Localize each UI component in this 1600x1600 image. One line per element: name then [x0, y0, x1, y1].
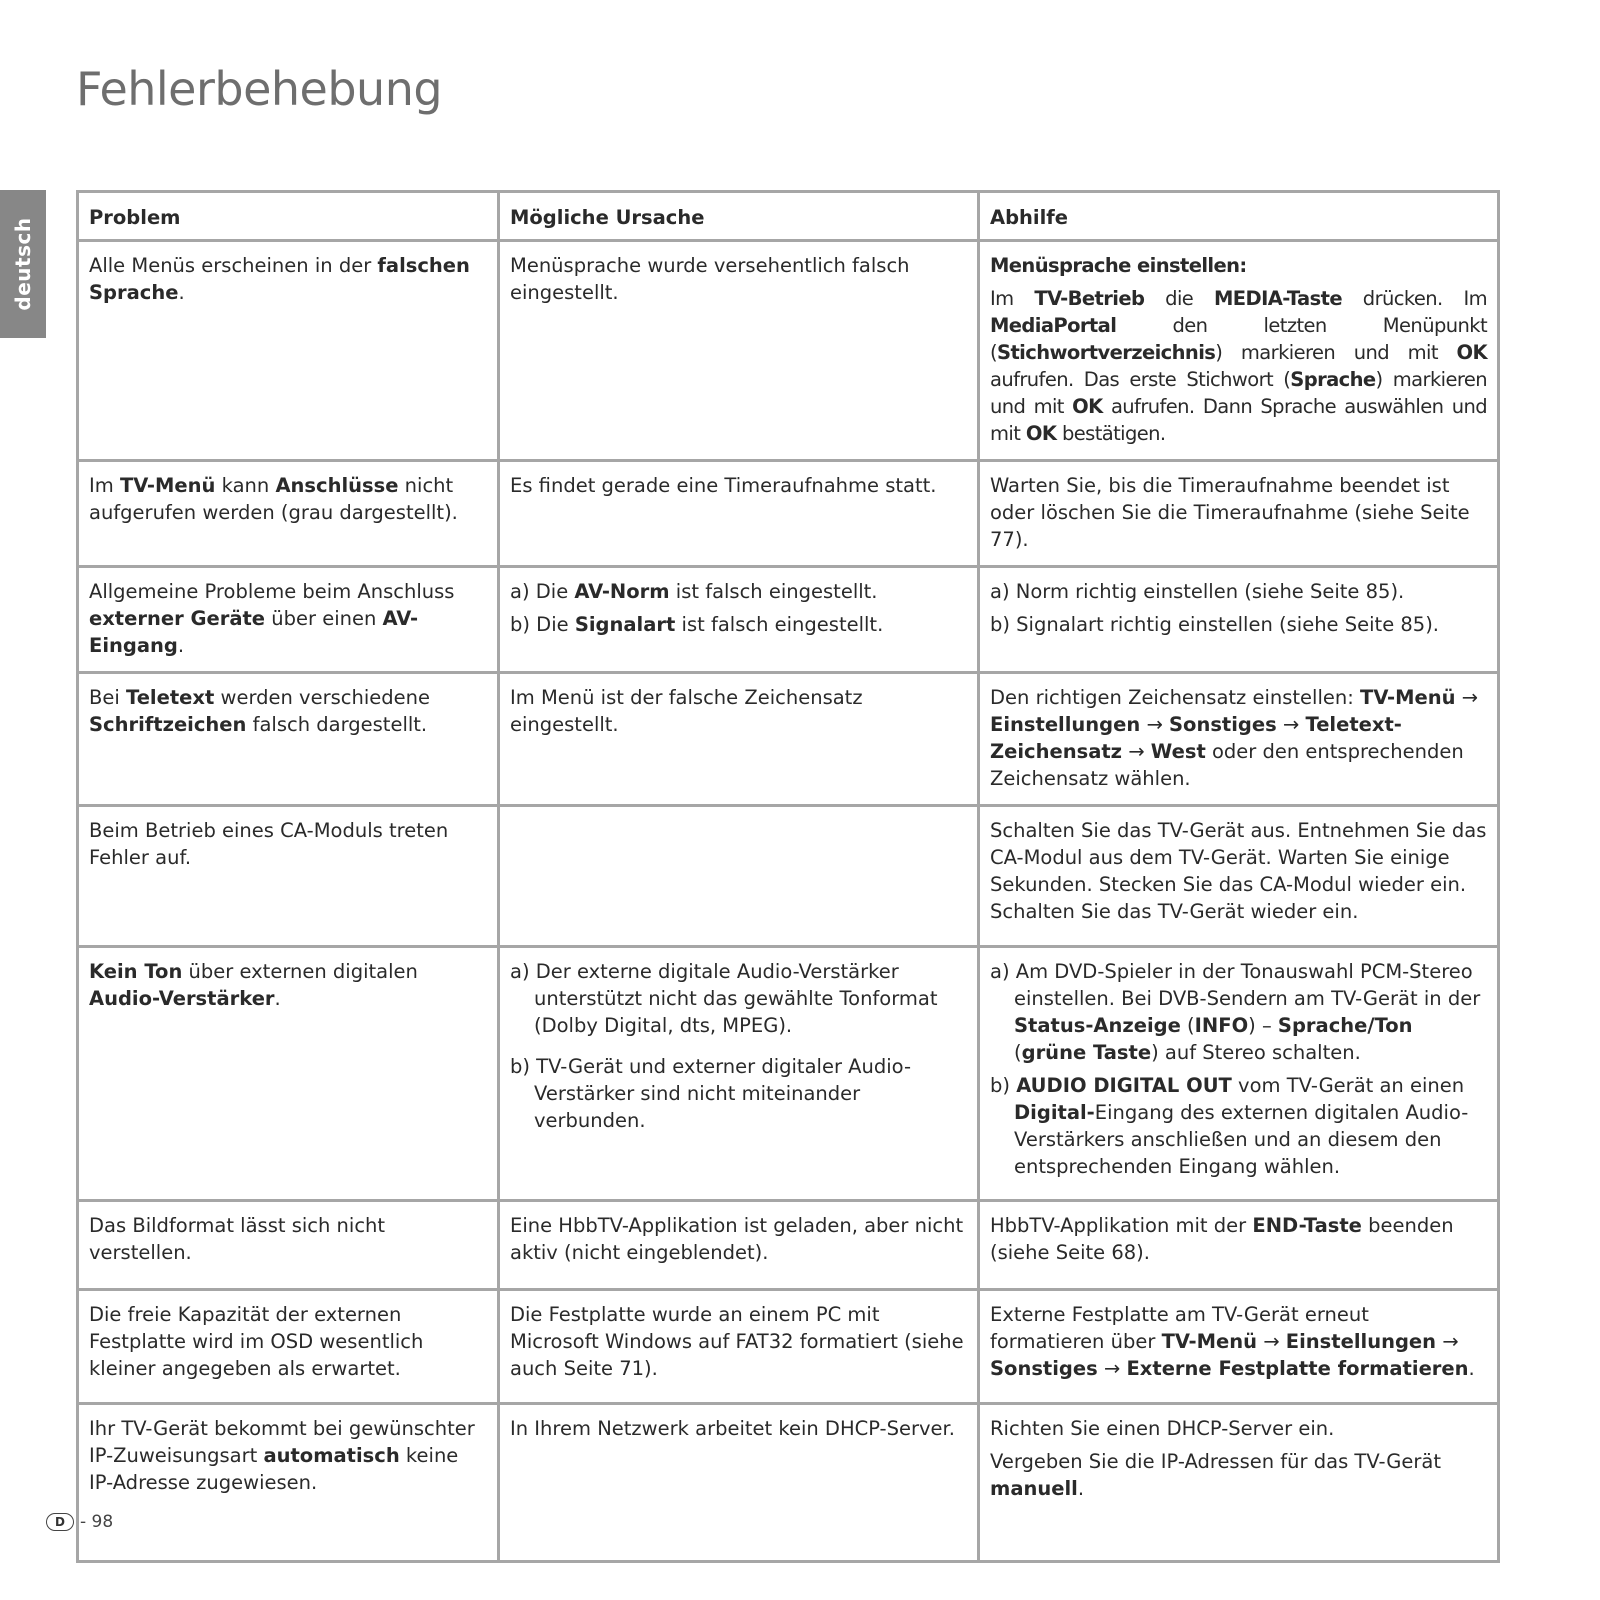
bold-text: Sonstiges: [1169, 713, 1277, 736]
text: →: [1455, 686, 1479, 709]
bold-text: MediaPortal: [990, 314, 1117, 337]
text: vom TV-Gerät an einen: [1231, 1074, 1465, 1097]
fix-paragraph: [990, 684, 1487, 792]
cause-paragraph: [510, 252, 967, 306]
bold-text: END-Taste: [1252, 1214, 1362, 1237]
bold-text: externer Geräte: [89, 607, 266, 630]
page-number: - 98: [80, 1512, 114, 1532]
country-badge: D: [46, 1513, 74, 1531]
bold-text: automatisch: [263, 1444, 400, 1467]
text: Bei: [89, 686, 126, 709]
problem-paragraph: [89, 684, 487, 738]
text: Den richtigen Zeichensatz einstellen:: [990, 686, 1361, 709]
cell-fix: [979, 947, 1499, 1201]
text: .: [177, 634, 185, 657]
bold-text: AUDIO DIGITAL OUT: [1016, 1074, 1232, 1097]
text: b) Signalart richtig einstellen (siehe Seite 85).: [990, 613, 1440, 636]
text: aufrufen. Dann Sprache auswählen und mit: [990, 395, 1487, 445]
bold-text: Sonstiges: [990, 1357, 1098, 1380]
text: die: [1144, 287, 1214, 310]
cell-fix: [979, 1290, 1499, 1404]
table-row: [78, 673, 1499, 806]
cell-problem: [78, 806, 499, 947]
bold-text: OK: [1072, 395, 1103, 418]
fix-paragraph: [990, 252, 1487, 279]
cell-problem: [78, 1404, 499, 1562]
bold-text: Teletext-Zeichensatz: [990, 713, 1402, 763]
text: Ihr TV-Gerät bekommt bei gewünschter IP-Zuweisungsart: [89, 1417, 475, 1467]
bold-text: Einstellungen: [990, 713, 1141, 736]
fix-paragraph: [990, 1072, 1487, 1180]
cause-paragraph: [510, 1415, 967, 1442]
text: Vergeben Sie die IP-Adressen für das TV-Gerät: [990, 1450, 1442, 1473]
text: Schalten Sie das TV-Gerät aus. Entnehmen Sie das CA-Modul aus dem TV-Gerät. Warten Sie einige Sekunden. Stecken Sie das CA-Modul wieder ein. Schalten Sie das TV-Gerät wieder ein.: [990, 819, 1487, 923]
problem-paragraph: [89, 578, 487, 659]
bold-text: Kein Ton: [89, 960, 183, 983]
text: Eine HbbTV-Applikation ist geladen, aber nicht aktiv (nicht eingeblendet).: [510, 1214, 964, 1264]
text: →: [1140, 713, 1169, 736]
cause-paragraph: [510, 684, 967, 738]
text: .: [178, 281, 185, 304]
text: .: [274, 987, 281, 1010]
cause-paragraph: [510, 578, 967, 605]
cell-cause: [499, 1201, 979, 1290]
bold-text: INFO: [1194, 1014, 1249, 1037]
cause-paragraph: [510, 958, 967, 1039]
problem-paragraph: [89, 1415, 487, 1496]
text: über einen: [265, 607, 383, 630]
text: keine IP-Adresse zugewiesen.: [89, 1444, 459, 1494]
bold-text: Audio-Verstärker: [89, 987, 275, 1010]
text: Warten Sie, bis die Timeraufnahme beendet ist oder löschen Sie die Timeraufnahme (siehe Seite 77).: [990, 474, 1470, 551]
cell-cause: [499, 1290, 979, 1404]
page-footer: [46, 1512, 113, 1532]
text: werden verschiedene: [214, 686, 430, 709]
text: falsch dargestellt.: [246, 713, 428, 736]
bold-text: AV-Norm: [574, 580, 670, 603]
table-row: [78, 1201, 1499, 1290]
cell-problem: [78, 673, 499, 806]
problem-paragraph: [89, 252, 487, 306]
bold-text: Digital-: [1014, 1101, 1095, 1124]
text: Beim Betrieb eines CA-Moduls treten Fehler auf.: [89, 819, 449, 869]
text: ist falsch eingestellt.: [675, 613, 884, 636]
cause-paragraph: [510, 611, 967, 638]
text: b): [990, 1074, 1017, 1097]
troubleshooting-table: [76, 190, 1500, 1563]
header-problem: Problem: [78, 192, 499, 241]
table-row: [78, 947, 1499, 1201]
text: ) auf Stereo schalten.: [1151, 1041, 1361, 1064]
bold-text: Einstellungen: [1285, 1330, 1437, 1353]
text: →: [1276, 713, 1306, 736]
fix-paragraph: [990, 578, 1487, 605]
cell-cause: [499, 567, 979, 673]
page-title: Fehlerbehebung: [76, 62, 443, 116]
text: a) Der externe digitale Audio-Verstärker unterstützt nicht das gewählte Tonformat (Dolby Digital, dts, MPEG).: [510, 960, 938, 1037]
problem-paragraph: [89, 472, 487, 526]
problem-paragraph: [89, 1212, 487, 1266]
text: ) markieren und mit: [990, 368, 1487, 418]
cell-cause: [499, 241, 979, 461]
text: a) Die: [510, 580, 575, 603]
fix-paragraph: [990, 1415, 1487, 1442]
text: HbbTV-Applikation mit der: [990, 1214, 1253, 1237]
cell-fix: [979, 1201, 1499, 1290]
table-body: [78, 241, 1499, 1562]
cell-fix: [979, 673, 1499, 806]
text: über externen digitalen: [182, 960, 418, 983]
bold-text: Schriftzeichen: [89, 713, 247, 736]
text: nicht aufgerufen werden (grau dargestellt).: [89, 474, 458, 524]
text: ) markieren und mit: [1215, 341, 1457, 364]
text: b) TV-Gerät und externer digitaler Audio-Verstärker sind nicht miteinander verbunden.: [510, 1055, 911, 1132]
language-tab: [0, 190, 46, 338]
table-row: [78, 567, 1499, 673]
bold-text: TV-Betrieb: [1034, 287, 1145, 310]
text: Es findet gerade eine Timeraufnahme statt.: [510, 474, 937, 497]
bold-text: manuell: [990, 1477, 1078, 1500]
table-row: [78, 806, 1499, 947]
cell-problem: [78, 1290, 499, 1404]
cell-cause: [499, 947, 979, 1201]
bold-text: Sprache: [1290, 368, 1376, 391]
fix-paragraph: [990, 472, 1487, 553]
table-row: [78, 461, 1499, 567]
cell-problem: [78, 1201, 499, 1290]
bold-text: TV-Menü: [1161, 1330, 1258, 1353]
text: kann: [215, 474, 276, 497]
text: →: [1097, 1357, 1127, 1380]
text: drücken. Im: [1341, 287, 1487, 310]
text: den letzten Menüpunkt (: [990, 314, 1487, 364]
text: bestätigen.: [1056, 422, 1166, 445]
fix-paragraph: [990, 285, 1487, 447]
bold-text: Menüsprache einstellen:: [990, 254, 1247, 277]
text: ) –: [1248, 1014, 1278, 1037]
text: Im: [89, 474, 120, 497]
cell-fix: [979, 241, 1499, 461]
text: Menüsprache wurde versehentlich falsch eingestellt.: [510, 254, 910, 304]
cell-fix: [979, 461, 1499, 567]
text: Die Festplatte wurde an einem PC mit Microsoft Windows auf FAT32 formatiert (siehe auch Seite 71).: [510, 1303, 964, 1380]
text: a) Am DVD-Spieler in der Tonauswahl PCM-Stereo einstellen. Bei DVB-Sendern am TV-Gerät in der: [990, 960, 1481, 1010]
fix-paragraph: [990, 1448, 1487, 1502]
cell-problem: [78, 947, 499, 1201]
text: b) Die: [510, 613, 575, 636]
cause-paragraph: [510, 1053, 967, 1134]
fix-paragraph: [990, 1301, 1487, 1382]
text: Das Bildformat lässt sich nicht verstellen.: [89, 1214, 386, 1264]
problem-paragraph: [89, 1301, 487, 1382]
problem-paragraph: [89, 817, 487, 871]
text: Im: [990, 287, 1035, 310]
text: Eingang des externen digitalen Audio-Verstärkers anschließen und an diesem den entsprechenden Eingang wählen.: [1014, 1101, 1469, 1178]
table-row: [78, 241, 1499, 461]
cell-fix: [979, 806, 1499, 947]
text: Richten Sie einen DHCP-Server ein.: [990, 1417, 1335, 1440]
text: .: [1077, 1477, 1085, 1500]
text: Im Menü ist der falsche Zeichensatz eingestellt.: [510, 686, 863, 736]
text: aufrufen. Das erste Stichwort (: [990, 368, 1291, 391]
header-cause: Mögliche Ursache: [499, 192, 979, 241]
bold-text: Status-Anzeige: [1014, 1014, 1181, 1037]
header-fix: Abhilfe: [979, 192, 1499, 241]
text: →: [1436, 1330, 1459, 1353]
text: beenden (siehe Seite 68).: [990, 1214, 1454, 1264]
text: ist falsch eingestellt.: [669, 580, 878, 603]
table-header-row: [78, 192, 1499, 241]
bold-text: Teletext: [126, 686, 215, 709]
bold-text: falschen Sprache: [89, 254, 470, 304]
problem-paragraph: [89, 958, 487, 1012]
text: a) Norm richtig einstellen (siehe Seite 85).: [990, 580, 1405, 603]
bold-text: Sprache/Ton: [1277, 1014, 1413, 1037]
text: In Ihrem Netzwerk arbeitet kein DHCP-Server.: [510, 1417, 955, 1440]
language-tab-label: deutsch: [11, 217, 35, 311]
bold-text: Externe Festplatte formatieren: [1126, 1357, 1469, 1380]
cell-fix: [979, 567, 1499, 673]
text: Alle Menüs erscheinen in der: [89, 254, 378, 277]
cell-cause: [499, 673, 979, 806]
text: →: [1122, 740, 1151, 763]
bold-text: OK: [1025, 422, 1057, 445]
bold-text: TV-Menü: [1360, 686, 1456, 709]
bold-text: grüne Taste: [1021, 1041, 1152, 1064]
bold-text: Stichwortverzeichnis: [997, 341, 1216, 364]
fix-paragraph: [990, 958, 1487, 1066]
text: Die freie Kapazität der externen Festplatte wird im OSD wesentlich kleiner angegeben als erwartet.: [89, 1303, 424, 1380]
bold-text: AV-Eingang: [89, 607, 419, 657]
fix-paragraph: [990, 611, 1487, 638]
text: oder den entsprechenden Zeichensatz wählen.: [990, 740, 1464, 790]
text: Externe Festplatte am TV-Gerät erneut formatieren über: [990, 1303, 1369, 1353]
cell-cause: [499, 806, 979, 947]
cell-problem: [78, 461, 499, 567]
text: →: [1257, 1330, 1286, 1353]
text: Allgemeine Probleme beim Anschluss: [89, 580, 455, 603]
bold-text: OK: [1456, 341, 1487, 364]
fix-paragraph: [990, 817, 1487, 925]
table-row: [78, 1290, 1499, 1404]
bold-text: West: [1150, 740, 1206, 763]
cell-cause: [499, 1404, 979, 1562]
cell-cause: [499, 461, 979, 567]
bold-text: TV-Menü: [119, 474, 216, 497]
table-row: [78, 1404, 1499, 1562]
cell-fix: [979, 1404, 1499, 1562]
text: (: [1014, 1041, 1022, 1064]
text: (: [1180, 1014, 1195, 1037]
bold-text: Anschlüsse: [275, 474, 399, 497]
bold-text: Signalart: [574, 613, 676, 636]
cause-paragraph: [510, 1212, 967, 1266]
cell-problem: [78, 567, 499, 673]
cause-paragraph: [510, 1301, 967, 1382]
bold-text: MEDIA-Taste: [1213, 287, 1342, 310]
cause-paragraph: [510, 472, 967, 499]
text: .: [1468, 1357, 1475, 1380]
fix-paragraph: [990, 1212, 1487, 1266]
cell-problem: [78, 241, 499, 461]
